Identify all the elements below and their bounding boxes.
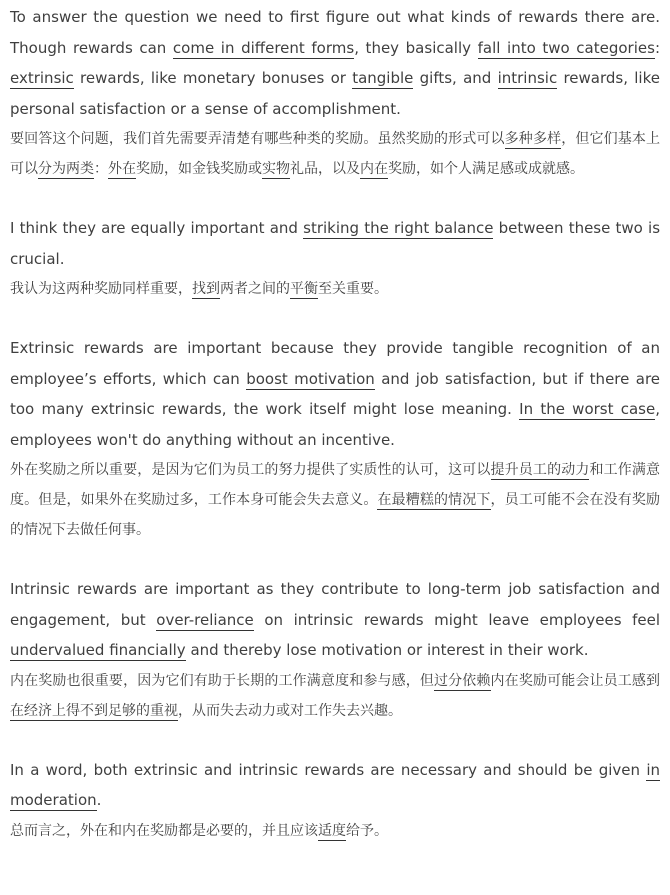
text-segment: . xyxy=(96,791,102,809)
highlighted-phrase: 在经济上得不到足够的重视 xyxy=(10,702,178,719)
text-segment: In a word, both extrinsic and intrinsic rewards are necessary and should be given xyxy=(10,760,647,779)
chinese-translation xyxy=(10,274,660,304)
text-segment: 外在奖励之所以重要，是因为它们为员工的努力提供了实质性的认可，这可以 xyxy=(10,462,491,478)
highlighted-phrase: 内在 xyxy=(360,161,388,177)
text-segment: 奖励，如个人满足感或成就感。 xyxy=(388,161,584,177)
text-segment: 礼品，以及 xyxy=(290,161,360,177)
highlighted-phrase: undervalued financially xyxy=(10,641,186,659)
english-text xyxy=(10,574,660,666)
highlighted-phrase: 外在 xyxy=(108,161,136,177)
chinese-translation xyxy=(10,455,660,545)
text-segment: : xyxy=(654,38,661,57)
highlighted-phrase: 多种多样 xyxy=(504,131,562,147)
highlighted-phrase: 在最糟糕的情况下 xyxy=(377,492,491,508)
english-text xyxy=(10,2,660,124)
paragraph xyxy=(10,333,660,545)
highlighted-phrase: 适度 xyxy=(318,822,346,839)
highlighted-phrase: in moderation xyxy=(10,760,660,809)
text-segment: and thereby lose motivation or interest in their work. xyxy=(185,641,589,659)
highlighted-phrase: come in different forms xyxy=(172,38,355,57)
text-segment: , employees won't do anything without an incentive. xyxy=(10,400,660,449)
text-segment: Intrinsic rewards are important as they contribute to long-term job satisfaction and engagement, but xyxy=(10,580,660,629)
highlighted-phrase: 找到 xyxy=(192,281,220,297)
chinese-translation xyxy=(10,816,660,846)
text-segment: ，员工可能不会在没有奖励的情况下去做任何事。 xyxy=(10,492,661,538)
text-segment: rewards, like monetary bonuses or xyxy=(73,69,353,87)
text-segment: 奖励，如金钱奖励或 xyxy=(136,161,262,177)
chinese-translation xyxy=(10,666,660,726)
text-segment: 内在奖励也很重要，因为它们有助于长期的工作满意度和参与感，但 xyxy=(10,672,434,689)
english-text xyxy=(10,755,660,816)
highlighted-phrase: 过分依赖 xyxy=(434,672,491,689)
text-segment: 至关重要。 xyxy=(318,281,388,297)
text-segment: gifts, and xyxy=(413,69,498,87)
highlighted-phrase: over-reliance xyxy=(156,610,254,629)
text-segment: , they basically xyxy=(354,38,478,57)
text-segment: 要回答这个问题，我们首先需要弄清楚有哪些种类的奖励。虽然奖励的形式可以 xyxy=(10,131,505,147)
highlighted-phrase: intrinsic xyxy=(497,69,558,87)
text-segment: To answer the question we need to first figure out what kinds of rewards there are. Though rewards can xyxy=(10,8,660,57)
text-segment: on intrinsic rewards might leave employees feel xyxy=(253,610,660,629)
highlighted-phrase: 实物 xyxy=(262,161,290,177)
english-text xyxy=(10,333,660,455)
text-segment: 和工作满意度。但是，如果外在奖励过多，工作本身可能会失去意义。 xyxy=(10,462,661,508)
text-segment: between these two is crucial. xyxy=(10,219,661,268)
text-segment: ： xyxy=(94,161,108,177)
highlighted-phrase: boost motivation xyxy=(246,369,375,388)
highlighted-phrase: 分为两类 xyxy=(38,161,94,177)
highlighted-phrase: extrinsic xyxy=(10,69,74,87)
chinese-translation xyxy=(10,124,660,184)
highlighted-phrase: tangible xyxy=(352,69,414,87)
english-text xyxy=(10,213,660,274)
text-segment: ，但它们基本上可以 xyxy=(10,131,661,177)
text-segment: 内在奖励可能会让员工感到 xyxy=(490,672,661,689)
text-segment: 给予。 xyxy=(346,822,388,839)
text-segment: and job satisfaction, but if there are too many extrinsic rewards, the work itself might lose meaning. xyxy=(10,369,661,418)
text-segment: I think they are equally important and xyxy=(10,219,304,237)
paragraph xyxy=(10,574,660,726)
text-segment: ，从而失去动力或对工作失去兴趣。 xyxy=(178,702,402,719)
paragraph xyxy=(10,213,660,304)
highlighted-phrase: 提升员工的动力 xyxy=(490,462,590,478)
text-segment: Extrinsic rewards are important because they provide tangible recognition of an employee’s efforts, which can xyxy=(10,339,660,388)
text-segment: 总而言之，外在和内在奖励都是必要的，并且应该 xyxy=(10,822,318,839)
text-segment: 两者之间的 xyxy=(220,281,290,297)
highlighted-phrase: 平衡 xyxy=(290,281,318,297)
highlighted-phrase: fall into two categories xyxy=(477,38,655,57)
paragraph xyxy=(10,755,660,846)
highlighted-phrase: striking the right balance xyxy=(303,219,494,237)
text-segment: 我认为这两种奖励同样重要， xyxy=(10,281,192,297)
paragraph xyxy=(10,2,660,184)
highlighted-phrase: In the worst case xyxy=(519,400,656,418)
text-segment: rewards, like personal satisfaction or a sense of accomplishment. xyxy=(10,69,660,118)
